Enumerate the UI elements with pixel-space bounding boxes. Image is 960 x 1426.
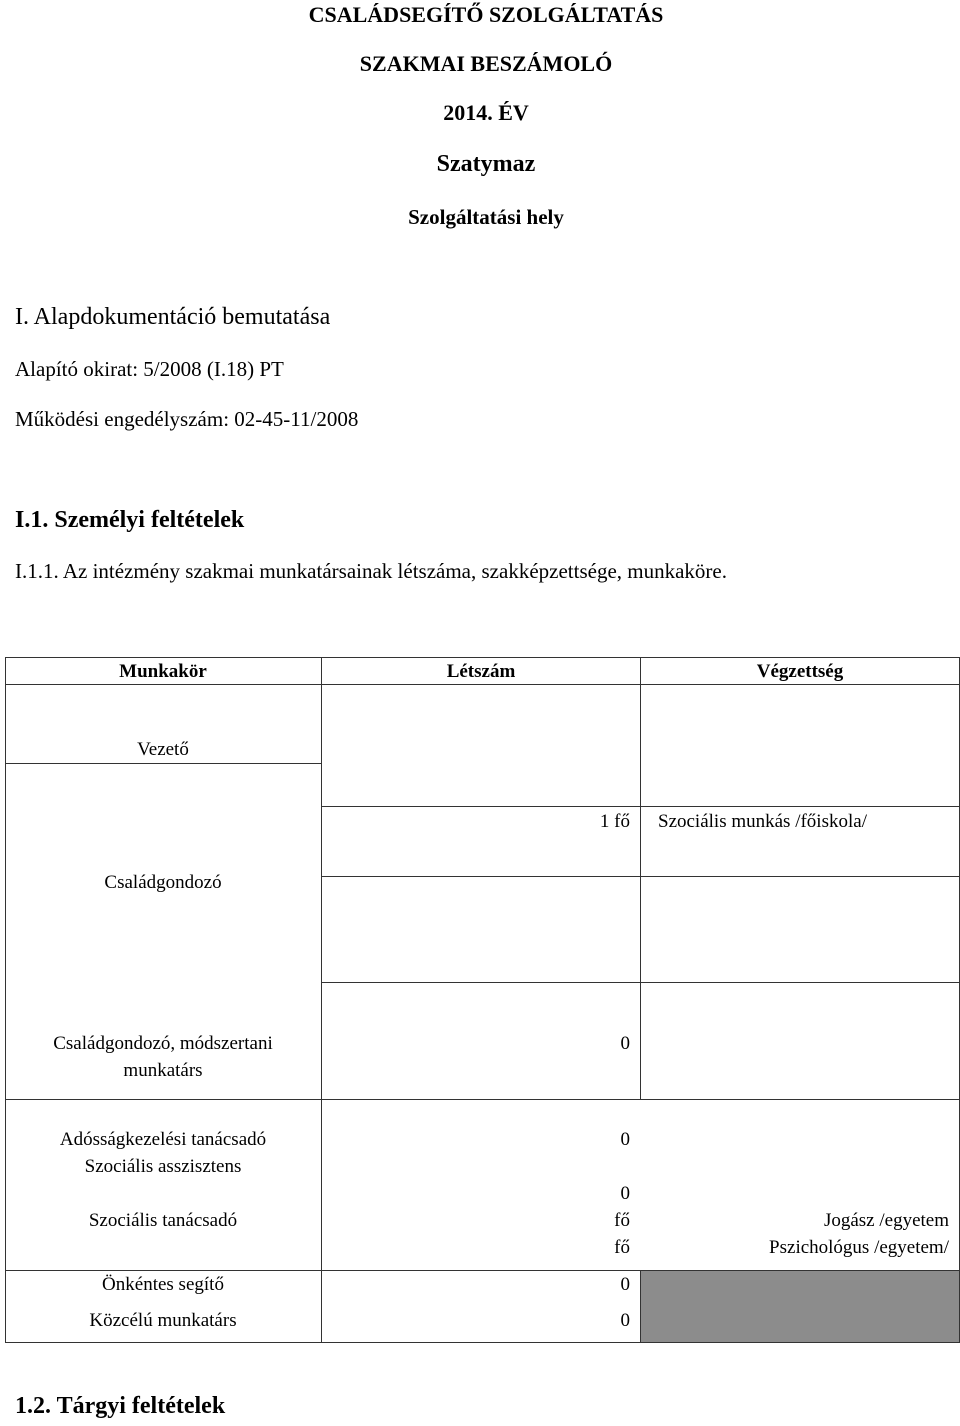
table-border-bottom <box>5 1342 960 1343</box>
table-row-line <box>321 806 960 807</box>
document-title: CSALÁDSEGÍTŐ SZOLGÁLTATÁS <box>308 2 664 27</box>
founding-document: Alapító okirat: 5/2008 (I.18) PT <box>15 357 284 381</box>
row-tanacsado-count-2: fő <box>614 1237 630 1258</box>
row-asszisztens-count: 0 <box>620 1183 630 1204</box>
col-header-munkakor: Munkakör <box>119 661 207 682</box>
row-tanacsado-education-1: Jogász /egyetem <box>823 1210 949 1231</box>
row-modszertani-label-line1: Családgondozó, módszertani <box>53 1033 273 1054</box>
row-tanacsado-count-1: fő <box>614 1210 630 1231</box>
section-1-1-1-text: I.1.1. Az intézmény szakmai munkatársainak létszáma, szakképzettsége, munkaköre. <box>15 559 727 583</box>
shaded-cell <box>641 1271 960 1343</box>
place-note: Szolgáltatási hely <box>408 205 564 229</box>
row-asszisztens-label: Szociális asszisztens <box>84 1156 242 1177</box>
row-vezeto-education: Szociális munkás /főiskola/ <box>658 811 867 832</box>
row-onkentes-label: Önkéntes segítő <box>102 1274 224 1295</box>
row-modszertani-label-line2: munkatárs <box>123 1060 203 1081</box>
row-kozcelu-label: Közcélú munkatárs <box>89 1310 237 1331</box>
section-1-2-heading: 1.2. Tárgyi feltételek <box>15 1393 226 1419</box>
table-row-line <box>5 1099 960 1100</box>
table-row-line <box>5 763 322 764</box>
table-row-line <box>321 982 960 983</box>
row-csaladgondozo-label: Családgondozó <box>104 872 222 893</box>
section-1-1-heading: I.1. Személyi feltételek <box>15 507 245 533</box>
row-modszertani-count: 0 <box>620 1033 630 1054</box>
table-col-divider-2 <box>640 657 641 1099</box>
place-name: Szatymaz <box>436 151 536 177</box>
col-header-letszam: Létszám <box>446 661 516 682</box>
table-row-line <box>321 876 960 877</box>
license-number: Működési engedélyszám: 02-45-11/2008 <box>15 407 359 431</box>
row-tanacsado-label: Szociális tanácsadó <box>88 1210 238 1231</box>
document-subtitle: SZAKMAI BESZÁMOLÓ <box>359 51 613 76</box>
row-adossag-count: 0 <box>620 1129 630 1150</box>
col-header-vegzettseg: Végzettség <box>756 661 844 682</box>
table-col-divider-2b <box>640 1270 641 1343</box>
row-tanacsado-education-2: Pszichológus /egyetem/ <box>769 1237 949 1258</box>
row-adossag-label: Adósságkezelési tanácsadó <box>59 1129 267 1150</box>
row-onkentes-count: 0 <box>620 1274 630 1295</box>
report-year: 2014. ÉV <box>443 100 529 125</box>
row-kozcelu-count: 0 <box>620 1310 630 1331</box>
row-vezeto-count: 1 fő <box>599 811 630 832</box>
section-1-heading: I. Alapdokumentáció bemutatása <box>15 304 331 330</box>
row-vezeto-label: Vezető <box>137 739 189 760</box>
